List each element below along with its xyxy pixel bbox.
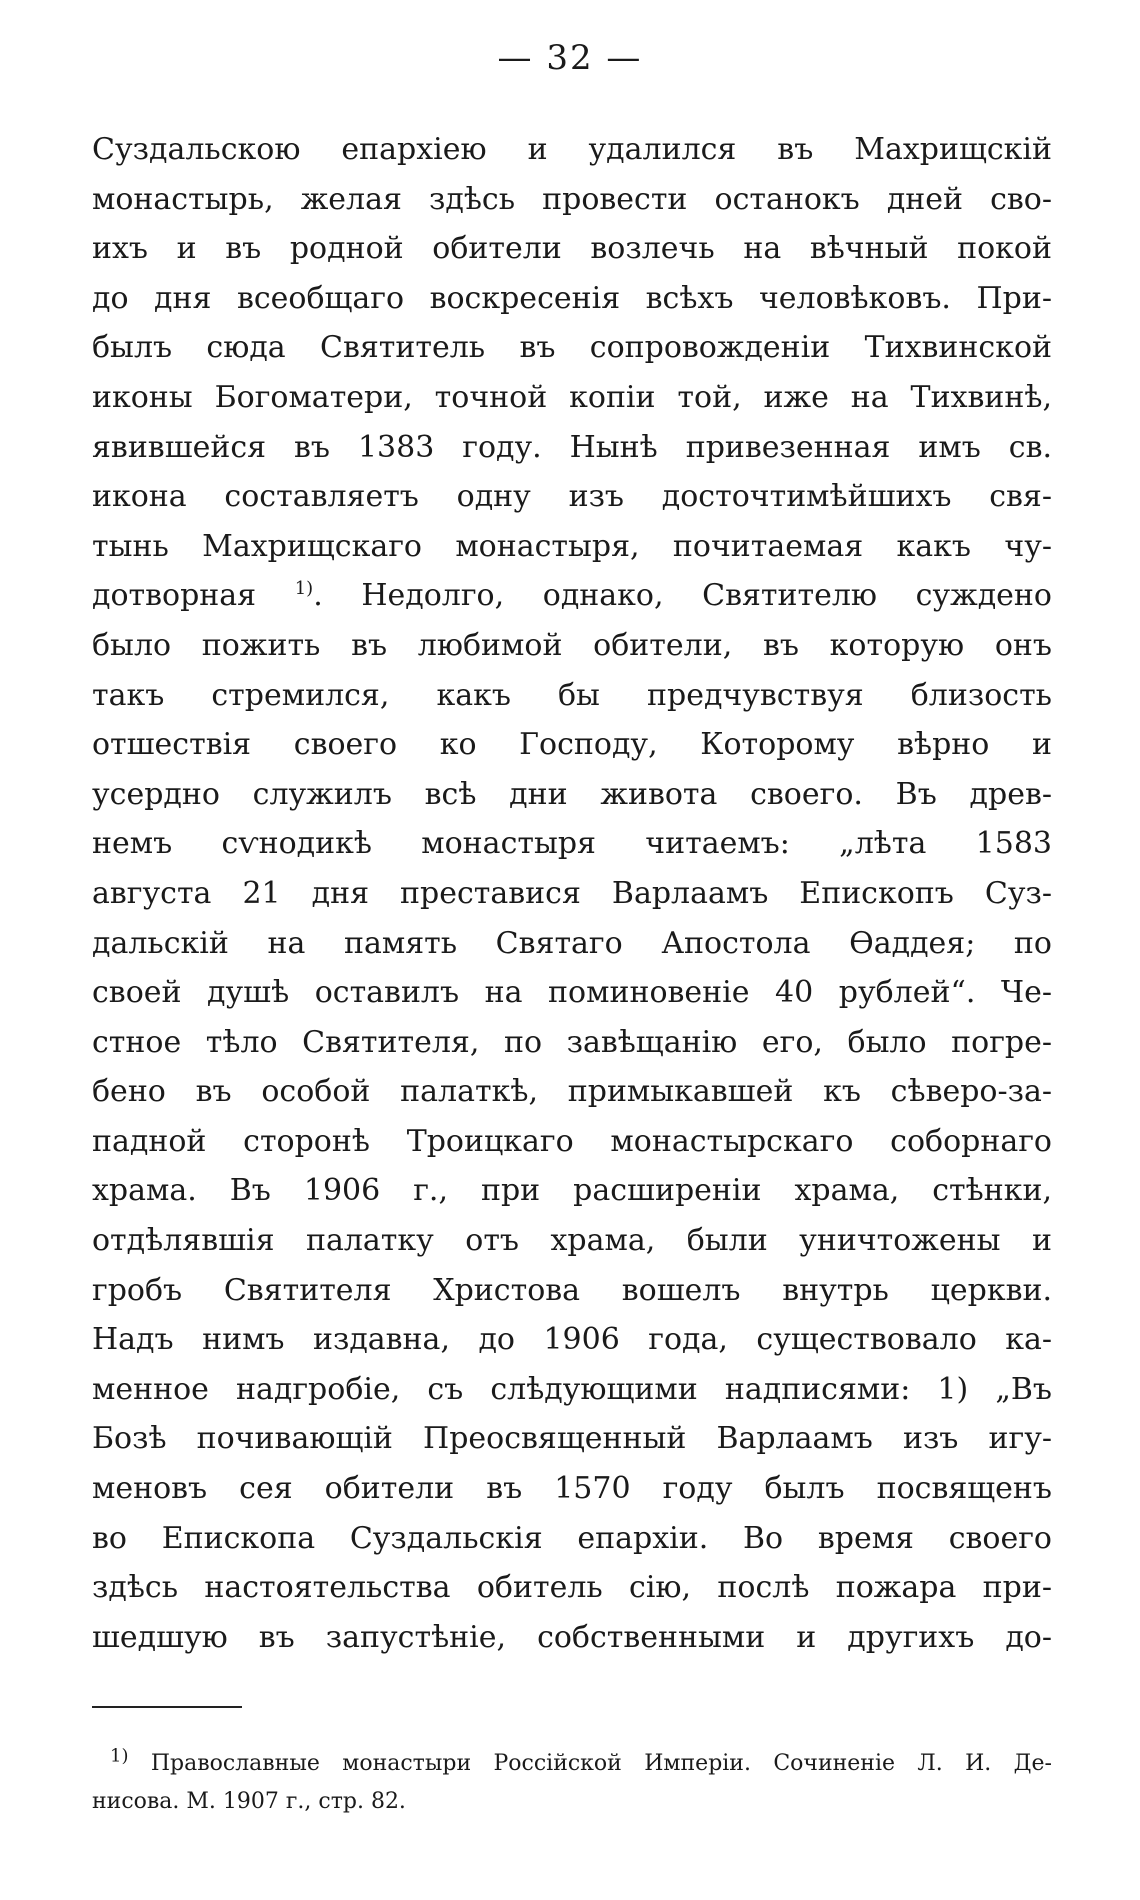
text-line: августа 21 дня преставися Варлаамъ Епископъ Суз- (92, 875, 1052, 911)
text-line: былъ сюда Святитель въ сопровожденіи Тихвинской (92, 330, 1052, 366)
text-line: немъ сѵнодикѣ монастыря читаемъ: „лѣта 1583 (92, 826, 1052, 862)
text-line: явившейся въ 1383 году. Нынѣ привезенная имъ св. (92, 429, 1052, 465)
text-line: менное надгробіе, съ слѣдующими надписями: 1) „Въ (92, 1371, 1052, 1407)
text-line: храма. Въ 1906 г., при расширеніи храма, стѣнки, (92, 1173, 1052, 1209)
text-line: тынь Махрищскаго монастыря, почитаемая какъ чу- (92, 528, 1052, 564)
text-line: ихъ и въ родной обители возлечь на вѣчный покой (92, 231, 1052, 267)
text-line: шедшую въ запустѣніе, собственными и другихъ до- (92, 1619, 1052, 1655)
text-line: отшествія своего ко Господу, Которому вѣрно и (92, 727, 1052, 763)
text-line-with-footnote (92, 571, 1052, 621)
text-line: усердно служилъ всѣ дни живота своего. Въ древ- (92, 776, 1052, 812)
text-line: икона составляетъ одну изъ досточтимѣйшихъ свя- (92, 479, 1052, 515)
text-line: падной сторонѣ Троицкаго монастырскаго соборнаго (92, 1123, 1052, 1159)
text-fragment: . Недолго, однако, Святителю суждено (313, 578, 1052, 614)
text-line: дальскій на память Святаго Апостола Ѳаддея; по (92, 925, 1052, 961)
footnote-line (92, 1745, 1052, 1783)
main-text (92, 125, 1052, 1662)
text-line: гробъ Святителя Христова вошелъ внутрь церкви. (92, 1272, 1052, 1308)
text-line: монастырь, желая здѣсь провести останокъ дней сво- (92, 181, 1052, 217)
page-number: — 32 — (497, 38, 643, 78)
text-line: своей душѣ оставилъ на поминовеніе 40 рублей“. Че- (92, 975, 1052, 1011)
footnote-marker: 1) (110, 1745, 129, 1767)
footnote-marker[interactable]: 1) (294, 578, 314, 600)
text-line: до дня всеобщаго воскресенія всѣхъ человѣковъ. При- (92, 280, 1052, 316)
text-fragment: дотворная (92, 578, 295, 614)
footnote-divider (92, 1706, 242, 1708)
text-line: стное тѣло Святителя, по завѣщанію его, было погре- (92, 1024, 1052, 1060)
text-line: иконы Богоматери, точной копіи той, иже на Тихвинѣ, (92, 379, 1052, 415)
text-line: Надъ нимъ издавна, до 1906 года, существовало ка- (92, 1322, 1052, 1358)
text-line: такъ стремился, какъ бы предчувствуя близость (92, 677, 1052, 713)
footnote-line: нисова. М. 1907 г., стр. 82. (92, 1789, 406, 1814)
text-line: было пожить въ любимой обители, въ которую онъ (92, 627, 1052, 663)
text-line: здѣсь настоятельства обитель сію, послѣ пожара при- (92, 1570, 1052, 1606)
text-line: отдѣлявшія палатку отъ храма, были уничтожены и (92, 1223, 1052, 1259)
text-line: во Епископа Суздальскія епархіи. Во время своего (92, 1520, 1052, 1556)
footnote-text: Православные монастыри Россійской Имперіи. Сочиненіе Л. И. Де- (128, 1751, 1052, 1776)
text-line: меновъ сея обители въ 1570 году былъ посвященъ (92, 1471, 1052, 1507)
text-line: бено въ особой палаткѣ, примыкавшей къ сѣверо-за- (92, 1074, 1052, 1110)
text-line: Суздальскою епархіею и удалился въ Махрищскій (92, 132, 1052, 167)
text-line: Бозѣ почивающій Преосвященный Варлаамъ изъ игу- (92, 1421, 1052, 1457)
footnote (92, 1745, 1052, 1821)
